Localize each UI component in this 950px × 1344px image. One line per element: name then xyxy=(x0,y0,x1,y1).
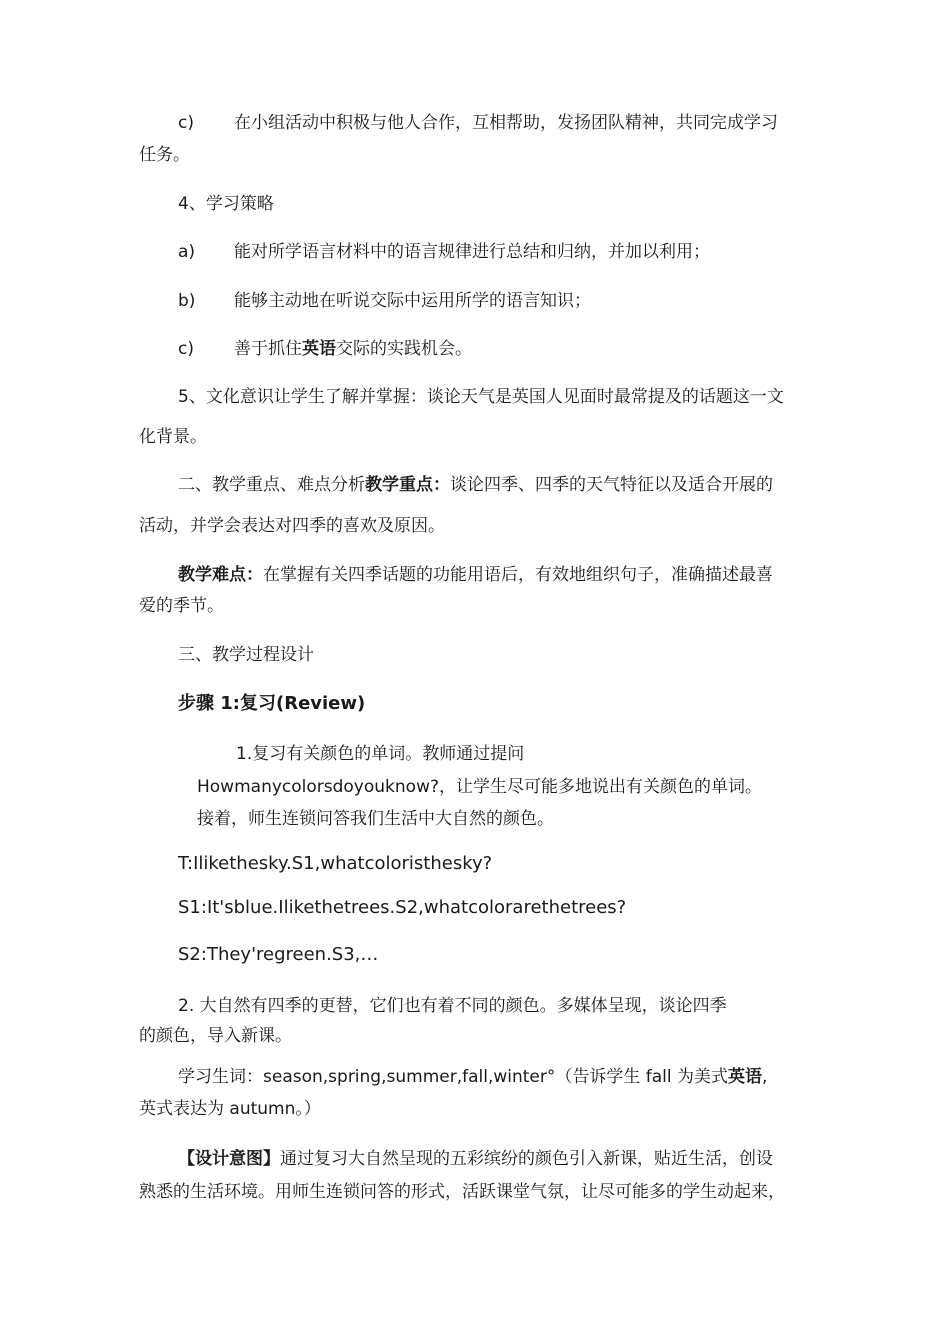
list-label: a) xyxy=(178,242,196,262)
key-points-text: 谈论四季、四季的天气特征以及适合开展的 xyxy=(450,475,773,495)
vocabulary-text: 学习生词：season,spring,summer,fall,winter°（告诉学生 fall 为美式 xyxy=(178,1067,729,1087)
review-line1: 1.复习有关颜色的单词。教师通过提问 xyxy=(236,744,525,764)
difficulty-line xyxy=(178,563,773,587)
strategy-b-line xyxy=(178,289,591,313)
dialog-s2: S2:They'regreen.S3,… xyxy=(178,944,379,965)
step-1-heading: 步骤 1:复习(Review) xyxy=(178,693,366,714)
design-intent-line1 xyxy=(178,1147,773,1171)
section-2-heading xyxy=(178,473,773,497)
vocabulary-bold: 英语 xyxy=(728,1067,763,1087)
design-intent-text: 通过复习大自然呈现的五彩缤纷的颜色引入新课，贴近生活，创设 xyxy=(280,1149,773,1169)
strategy-b-text: 能够主动地在听说交际中运用所学的语言知识； xyxy=(234,291,591,311)
strategy-c-text-pre: 善于抓住 xyxy=(234,339,302,359)
review-line3: 接着，师生连锁问答我们生活中大自然的颜色。 xyxy=(197,809,554,829)
difficulty-label: 教学难点： xyxy=(178,565,263,585)
objective-c-line xyxy=(178,111,778,135)
section-5-line1: 5、文化意识让学生了解并掌握：谈论天气是英国人见面时最常提及的话题这一文 xyxy=(178,387,784,407)
difficulty-text: 在掌握有关四季话题的功能用语后，有效地组织句子，准确描述最喜 xyxy=(263,565,773,585)
design-intent-line2: 熟悉的生活环境。用师生连锁问答的形式，活跃课堂气氛，让尽可能多的学生动起来， xyxy=(139,1182,785,1202)
list-label: b) xyxy=(178,291,196,311)
list-label: c) xyxy=(178,339,194,359)
section-3-heading: 三、教学过程设计 xyxy=(178,645,314,665)
strategy-a-line xyxy=(178,240,710,264)
item-2-line2: 的颜色，导入新课。 xyxy=(139,1026,292,1046)
dialog-teacher: T:Ilikethesky.S1,whatcoloristhesky? xyxy=(178,853,493,874)
vocabulary-comma: , xyxy=(762,1067,768,1087)
section-4-heading: 4、学习策略 xyxy=(178,194,274,214)
strategy-c-text-post: 交际的实践机会。 xyxy=(336,339,472,359)
difficulty-continuation: 爱的季节。 xyxy=(139,596,224,616)
strategy-c-text-bold: 英语 xyxy=(302,339,336,359)
review-line2: Howmanycolorsdoyouknow?，让学生尽可能多地说出有关颜色的单词。 xyxy=(197,777,762,797)
vocabulary-line2: 英式表达为 autumn。） xyxy=(139,1099,321,1119)
key-points-label: 教学重点： xyxy=(365,475,450,495)
design-intent-label: 【设计意图】 xyxy=(178,1149,280,1169)
section-2-title: 二、教学重点、难点分析 xyxy=(178,475,365,495)
section-5-line2: 化背景。 xyxy=(139,427,207,447)
strategy-c-line xyxy=(178,337,472,361)
dialog-s1: S1:It'sblue.Ilikethetrees.S2,whatcolorarethetrees? xyxy=(178,897,627,918)
vocabulary-line1 xyxy=(178,1065,767,1089)
key-points-continuation: 活动，并学会表达对四季的喜欢及原因。 xyxy=(139,516,445,536)
strategy-a-text: 能对所学语言材料中的语言规律进行总结和归纳，并加以利用； xyxy=(234,242,710,262)
objective-c-text: 在小组活动中积极与他人合作，互相帮助，发扬团队精神，共同完成学习 xyxy=(234,113,778,133)
list-label: c) xyxy=(178,113,194,133)
item-2-line1: 2. 大自然有四季的更替，它们也有着不同的颜色。多媒体呈现，谈论四季 xyxy=(178,996,727,1016)
objective-c-continuation: 任务。 xyxy=(139,145,190,165)
